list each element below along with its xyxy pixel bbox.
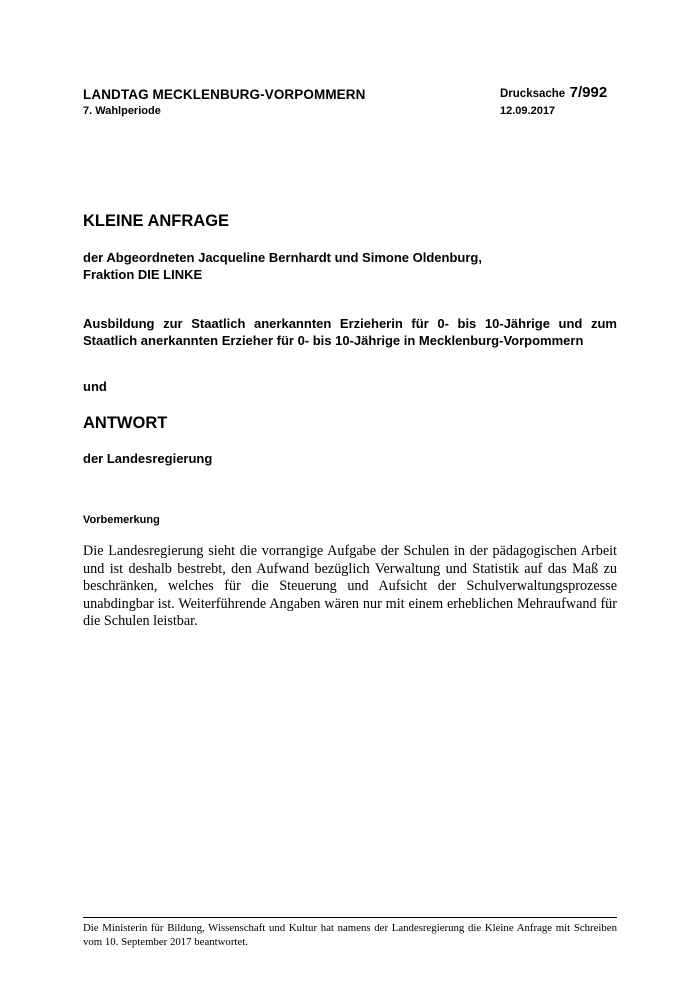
authors-line: Fraktion DIE LINKE — [83, 267, 203, 282]
preliminary-text: Die Landesregierung sieht die vorrangige Aufgabe der Schulen in der pädagogischen Arbeit und ist deshalb bestrebt, den Aufwand bezüglich Verwaltung und Statistik auf das Maß zu beschränken, welches für die Steuerung und Aufsicht der Schulverwaltungsprozesse unabdingbar ist. Weiterführende Angaben wären nur mit einem erheblichen Mehraufwand für die Schulen leistbar. — [83, 543, 617, 629]
drucksache-number: 7/992 — [569, 84, 608, 101]
document-date: 12.09.2017 — [500, 105, 556, 117]
parliament-name: LANDTAG MECKLENBURG-VORPOMMERN — [83, 87, 366, 102]
footnote-divider — [83, 917, 617, 918]
conjunction: und — [83, 379, 107, 394]
drucksache-label: Drucksache — [500, 88, 566, 100]
preliminary-heading: Vorbemerkung — [83, 514, 160, 526]
footnote: Die Ministerin für Bildung, Wissenschaft und Kultur hat namens der Landesregierung die Kleine Anfrage mit Schreiben vom 10. September 2017 beantwortet. — [83, 922, 617, 948]
answer-source: der Landesregierung — [83, 451, 213, 466]
authors-line: der Abgeordneten Jacqueline Bernhardt und Simone Oldenburg, — [83, 250, 482, 265]
inquiry-subject: Ausbildung zur Staatlich anerkannten Erzieherin für 0- bis 10-Jährige und zum Staatlich anerkannten Erzieher für 0- bis 10-Jährige in Mecklenburg-Vorpommern — [83, 316, 617, 348]
document-title: KLEINE ANFRAGE — [83, 212, 230, 230]
document-header-right — [500, 84, 607, 118]
drucksache-line — [500, 84, 607, 103]
answer-title: ANTWORT — [83, 414, 168, 432]
authors — [83, 249, 617, 283]
legislative-period: 7. Wahlperiode — [83, 105, 161, 117]
document-header-left — [83, 87, 366, 118]
